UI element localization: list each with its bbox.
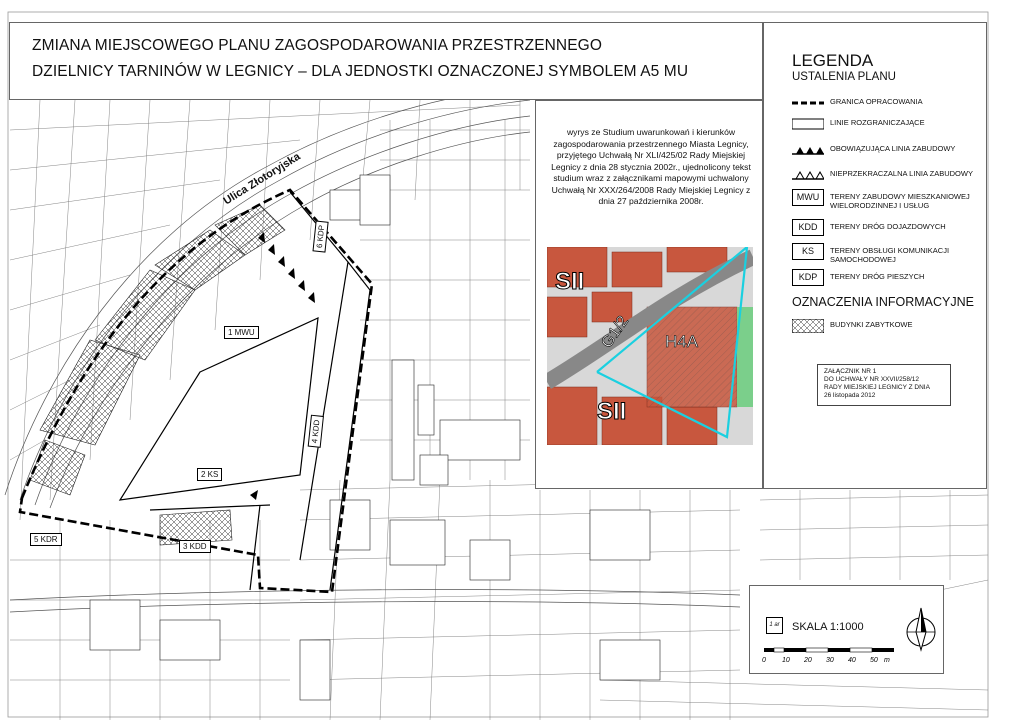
legend-label: BUDYNKI ZABYTKOWE — [830, 320, 913, 329]
study-map — [547, 247, 753, 445]
unit-label-kdd3: 3 KDD — [179, 540, 211, 553]
legend-label: TERENY ZABUDOWY MIESZKANIOWEJ WIELORODZINNEJ I USŁUG — [830, 192, 970, 210]
legend-item-kdd — [764, 219, 988, 243]
mandatory-building-line-icon — [792, 143, 824, 157]
study-label-zone: H4A — [665, 332, 699, 351]
legend-panel — [763, 22, 987, 489]
legend-code-kdd: KDD — [792, 219, 824, 236]
scale-tick: 40 — [848, 657, 856, 664]
scale-label: SKALA 1:1000 — [792, 621, 864, 633]
legend-item-mandatory-line — [764, 141, 988, 165]
title-box — [9, 22, 763, 100]
scale-tick: 50 — [870, 657, 878, 664]
study-map-graphic — [547, 247, 753, 445]
legend-heading: LEGENDA — [792, 51, 874, 70]
annex-line-1: ZAŁĄCZNIK NR 1 — [824, 368, 877, 375]
legend-item-nonexceedable-line — [764, 166, 988, 190]
legend-item-lines — [764, 115, 988, 139]
legend-label: NIEPRZEKRACZALNA LINIA ZABUDOWY — [830, 169, 973, 178]
study-label-sii-top: SII — [555, 268, 585, 295]
study-label-sii-bottom: SII — [597, 398, 627, 425]
street-label: Ulica Złotoryjska — [221, 150, 303, 208]
study-excerpt-box — [535, 100, 763, 489]
crosshatch-icon — [792, 319, 824, 333]
lines-icon — [792, 117, 824, 131]
study-label-road: G1/2 — [598, 313, 633, 352]
scale-key: 1 ar — [766, 617, 783, 634]
legend-item-historic — [764, 317, 988, 341]
unit-label-mwu: 1 MWU — [224, 326, 259, 339]
scale-tick: 10 — [782, 657, 790, 664]
legend-label: TERENY DRÓG PIESZYCH — [830, 272, 925, 281]
scale-box — [749, 585, 944, 674]
annex-line-3: RADY MIEJSKIEJ LEGNICY Z DNIA — [824, 384, 930, 391]
legend-label: LINIE ROZGRANICZAJĄCE — [830, 118, 925, 127]
scale-tick: 0 — [762, 657, 766, 664]
study-text: wyrys ze Studium uwarunkowań i kierunków zagospodarowania przestrzennego Miasta Legnicy, przyjętego Uchwałą Nr XLI/425/02 Rady Miejskiej Legnicy z dnia 28 stycznia 2002r., ujednolicony tekst studium wraz z załącznikami mapowymi uchwalony Uchwałą Nr XXX/264/2008 Rady Miejskiej Legnicy z dnia 27 października 2008r. — [551, 127, 751, 206]
annex-box — [817, 364, 951, 406]
nonexceedable-building-line-icon — [792, 168, 824, 182]
legend-subheading: USTALENIA PLANU — [792, 71, 896, 83]
legend-code-kdp: KDP — [792, 269, 824, 286]
legend-label: OBOWIĄZUJĄCA LINIA ZABUDOWY — [830, 144, 956, 153]
title-line-2: DZIELNICY TARNINÓW W LEGNICY – DLA JEDNOSTKI OZNACZONEJ SYMBOLEM A5 MU — [32, 63, 689, 80]
scale-tick: 20 — [804, 657, 812, 664]
unit-label-kdp6: 6 KDP — [312, 220, 328, 252]
legend-code-ks: KS — [792, 243, 824, 260]
north-arrow-icon — [902, 606, 940, 654]
legend-item-mwu — [764, 189, 988, 213]
mandatory-building-line — [250, 232, 315, 500]
unit-label-kdr5: 5 KDR — [30, 533, 62, 546]
legend-label: TERENY OBSŁUGI KOMUNIKACJI SAMOCHODOWEJ — [830, 246, 950, 264]
title-line-1: ZMIANA MIEJSCOWEGO PLANU ZAGOSPODAROWANIA PRZESTRZENNEGO — [32, 37, 602, 54]
unit-label-ks: 2 KS — [197, 468, 222, 481]
annex-line-4: 26 listopada 2012 — [824, 392, 876, 399]
unit-label-kdd4: 4 KDD — [308, 415, 324, 448]
legend-item-ks — [764, 243, 988, 267]
legend-label: GRANICA OPRACOWANIA — [830, 97, 923, 106]
scale-bar — [760, 646, 910, 668]
boundary-dashed-icon — [792, 96, 824, 110]
legend-label: TERENY DRÓG DOJAZDOWYCH — [830, 222, 946, 231]
annex-line-2: DO UCHWAŁY NR XXVII/258/12 — [824, 376, 920, 383]
historic-buildings — [30, 205, 285, 545]
legend-item-kdp — [764, 269, 988, 293]
scale-tick: 30 — [826, 657, 834, 664]
legend-code-mwu: MWU — [792, 189, 824, 206]
scale-unit: m — [884, 657, 890, 664]
legend-info-heading: OZNACZENIA INFORMACYJNE — [792, 295, 974, 309]
